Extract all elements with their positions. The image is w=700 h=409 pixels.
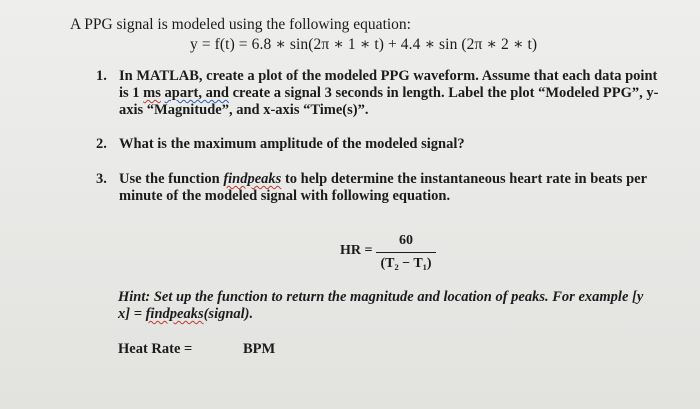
hint-line: Hint: Set up the function to return the magnitude and location of peaks. For example [y <box>118 289 644 305</box>
hint-text <box>118 289 643 323</box>
question-line <box>119 85 659 102</box>
question-text <box>119 136 465 153</box>
text-run: x] = <box>118 306 146 322</box>
text-run: create a signal 3 seconds in length. Label the plot “Modeled PPG”, y- <box>229 85 659 101</box>
text-run: Use the function <box>119 171 224 187</box>
grammar-check-phrase: apart, and <box>164 85 229 101</box>
model-equation: y = f(t) = 6.8 ∗ sin(2π ∗ 1 ∗ t) + 4.4 ∗ sin (2π ∗ 2 ∗ t) <box>190 36 538 53</box>
question-line: What is the maximum amplitude of the modeled signal? <box>119 136 465 152</box>
question-number: 1. <box>96 68 107 84</box>
spellcheck-word: ms <box>143 85 161 101</box>
question-line: minute of the modeled signal with following equation. <box>119 188 451 204</box>
formula-lhs: HR = <box>340 243 373 258</box>
question-line: In MATLAB, create a plot of the modeled PPG waveform. Assume that each data point <box>119 68 658 84</box>
formula-fraction <box>376 232 436 272</box>
answer-label: Heat Rate = <box>118 341 193 357</box>
text-run: to help determine the instantaneous heart rate in beats per <box>281 171 648 187</box>
formula-numerator: 60 <box>399 233 413 248</box>
question-line <box>119 171 647 188</box>
question-number: 3. <box>96 171 107 187</box>
question-number: 2. <box>96 136 107 152</box>
formula-denominator: (T₂ − T₁) <box>380 256 432 271</box>
function-name: findpeaks <box>145 306 204 322</box>
intro-text: A PPG signal is modeled using the following equation: <box>70 16 411 33</box>
question-text <box>119 171 647 205</box>
text-run: is 1 <box>119 85 144 101</box>
text-run: (signal). <box>203 306 254 322</box>
hint-line <box>118 306 643 323</box>
question-line: axis “Magnitude”, and x-axis “Time(s)”. <box>119 102 369 118</box>
fraction-bar <box>376 252 436 253</box>
function-name: findpeaks <box>223 171 282 187</box>
question-text <box>119 68 659 119</box>
heart-rate-answer <box>118 341 276 358</box>
answer-unit: BPM <box>243 341 276 357</box>
